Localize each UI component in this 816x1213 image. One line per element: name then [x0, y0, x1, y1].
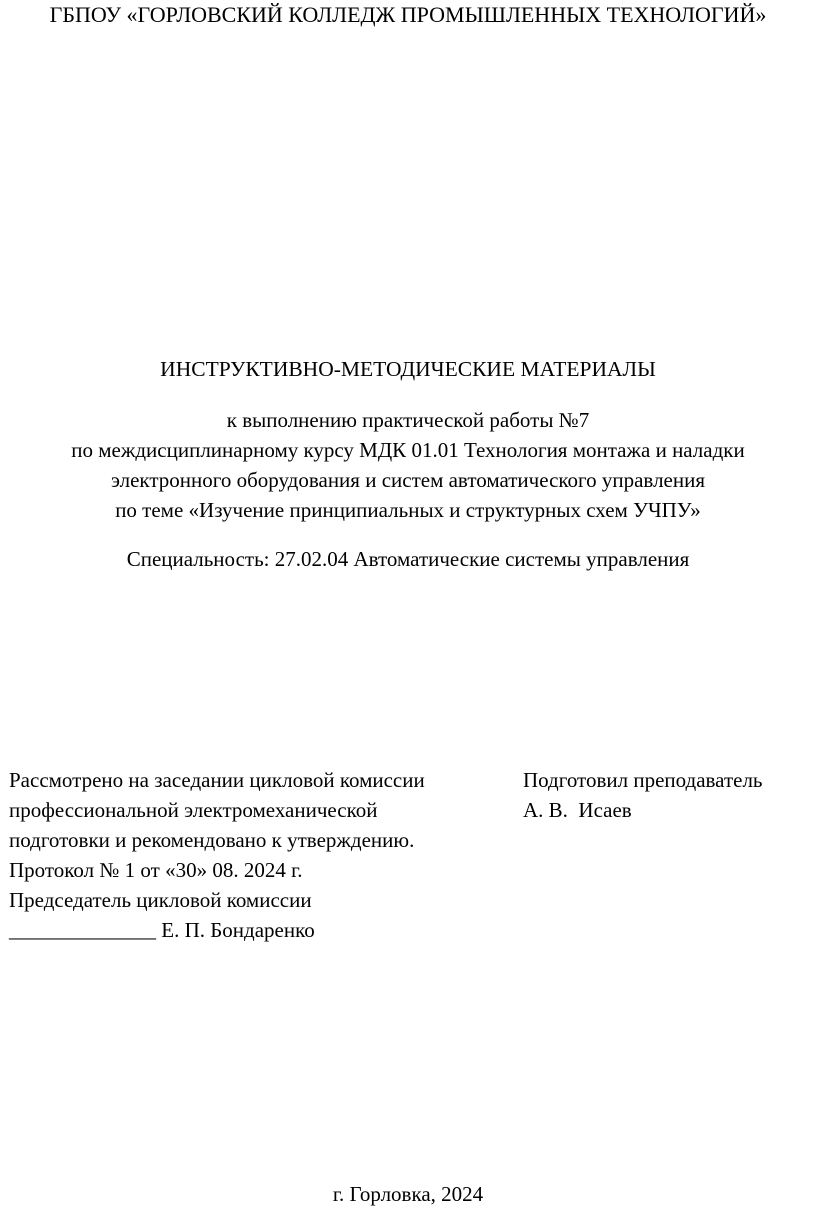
approval-line-5: Председатель цикловой комиссии: [9, 888, 312, 912]
college-header: ГБПОУ «ГОРЛОВСКИЙ КОЛЛЕДЖ ПРОМЫШЛЕННЫХ ТЕХНОЛОГИЙ»: [49, 2, 767, 27]
subtitle-block: [0, 405, 816, 525]
subtitle-line-2: по междисциплинарному курсу МДК 01.01 Технология монтажа и наладки: [71, 438, 745, 462]
author-line-2: А. В. Исаев: [523, 798, 632, 822]
author-line-1: Подготовил преподаватель: [523, 768, 763, 792]
approval-block: [9, 765, 425, 945]
approval-line-3: подготовки и рекомендовано к утверждению.: [9, 828, 415, 852]
approval-line-4: Протокол № 1 от «30» 08. 2024 г.: [9, 858, 303, 882]
subtitle-line-1: к выполнению практической работы №7: [226, 408, 590, 432]
specialty-line: Специальность: 27.02.04 Автоматические системы управления: [126, 547, 690, 571]
approval-line-1: Рассмотрено на заседании цикловой комиссии: [9, 768, 425, 792]
author-block: [523, 765, 763, 825]
place-year-footer: г. Горловка, 2024: [332, 1182, 484, 1206]
document-title: ИНСТРУКТИВНО-МЕТОДИЧЕСКИЕ МАТЕРИАЛЫ: [160, 357, 656, 381]
approval-line-6: ______________ Е. П. Бондаренко: [9, 918, 315, 942]
subtitle-line-3: электронного оборудования и систем автоматического управления: [110, 468, 706, 492]
approval-line-2: профессиональной электромеханической: [9, 798, 378, 822]
subtitle-line-4: по теме «Изучение принципиальных и структурных схем УЧПУ»: [115, 498, 701, 522]
